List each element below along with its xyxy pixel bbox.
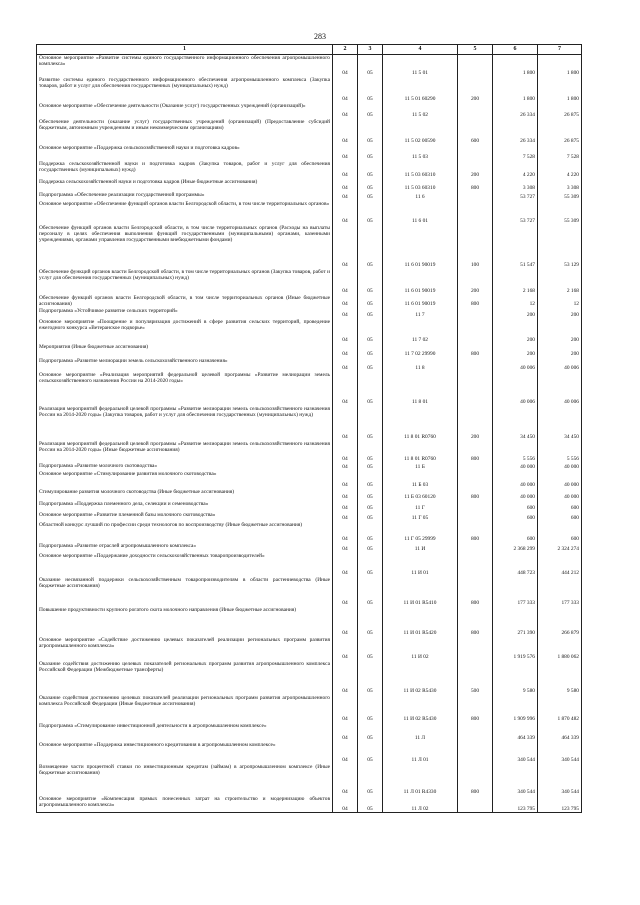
section-code: 04 — [333, 441, 358, 463]
amount-year-2: 2 324 274 — [538, 543, 582, 553]
target-article-code: 11 6 01 90019 — [383, 225, 458, 269]
subsection-code: 05 — [358, 742, 383, 764]
expense-type-code — [458, 308, 493, 319]
expense-type-code — [458, 55, 493, 77]
amount-year-2: 200 — [538, 319, 582, 344]
amount-year-1: 53 727 — [493, 201, 538, 225]
amount-year-1: 9 580 — [493, 661, 538, 695]
subsection-code: 05 — [358, 103, 383, 119]
item-name: Основное мероприятие «Поддержание доходности сельскохозяйственных товаропроизводителей» — [37, 553, 333, 577]
table-row — [37, 577, 582, 607]
item-name: Возмещение части процентной ставки по инвестиционным кредитам (займам) в агропромышленном комплексе (Иные бюджетные ассигнования) — [37, 764, 333, 796]
amount-year-1: 448 723 — [493, 553, 538, 577]
subsection-code: 05 — [358, 308, 383, 319]
subsection-code: 05 — [358, 192, 383, 201]
item-name: Стимулирование развития молочного скотоводства (Иные бюджетные ассигнования) — [37, 489, 333, 501]
target-article-code: 11 И 02 R5430 — [383, 661, 458, 695]
section-code: 04 — [333, 103, 358, 119]
table-row — [37, 441, 582, 463]
amount-year-2: 340 544 — [538, 742, 582, 764]
section-code: 04 — [333, 607, 358, 637]
item-name: Обеспечение функций органов власти Белгородской области, в том числе территориальных органов (Иные бюджетные ассигнования) — [37, 295, 333, 308]
amount-year-2: 40 006 — [538, 372, 582, 406]
amount-year-2: 340 544 — [538, 764, 582, 796]
section-code: 04 — [333, 358, 358, 372]
section-code: 04 — [333, 489, 358, 501]
amount-year-2: 200 — [538, 308, 582, 319]
amount-year-1: 26 334 — [493, 119, 538, 145]
expense-type-code — [458, 501, 493, 512]
section-code: 04 — [333, 637, 358, 661]
table-row — [37, 661, 582, 695]
expense-type-code — [458, 796, 493, 813]
amount-year-1: 2 368 299 — [493, 543, 538, 553]
amount-year-2: 40 000 — [538, 489, 582, 501]
amount-year-2: 200 — [538, 344, 582, 358]
subsection-code: 05 — [358, 358, 383, 372]
target-article-code: 11 Л 02 — [383, 796, 458, 813]
header-cell: 1 — [37, 45, 333, 55]
expense-type-code — [458, 358, 493, 372]
target-article-code: 11 6 01 90019 — [383, 269, 458, 295]
amount-year-1: 1 919 576 — [493, 637, 538, 661]
target-article-code: 11 7 02 29990 — [383, 344, 458, 358]
table-row — [37, 463, 582, 471]
amount-year-2: 1 870 482 — [538, 695, 582, 723]
header-cell: 4 — [383, 45, 458, 55]
target-article-code: 11 Б 03 — [383, 471, 458, 489]
item-name: Подпрограмма «Обеспечение реализации государственной программы» — [37, 192, 333, 201]
amount-year-2: 55 309 — [538, 201, 582, 225]
header-cell: 2 — [333, 45, 358, 55]
amount-year-1: 177 333 — [493, 577, 538, 607]
table-row — [37, 695, 582, 723]
table-header-row — [37, 45, 582, 55]
amount-year-2: 40 000 — [538, 463, 582, 471]
target-article-code: 11 7 02 — [383, 319, 458, 344]
target-article-code: 11 7 — [383, 308, 458, 319]
header-cell: 6 — [493, 45, 538, 55]
table-row — [37, 161, 582, 179]
expense-type-code: 800 — [458, 522, 493, 543]
header-cell: 7 — [538, 45, 582, 55]
amount-year-2: 7 528 — [538, 145, 582, 161]
subsection-code: 05 — [358, 201, 383, 225]
section-code: 04 — [333, 764, 358, 796]
section-code: 04 — [333, 522, 358, 543]
table-row — [37, 269, 582, 295]
table-row — [37, 512, 582, 522]
amount-year-1: 7 528 — [493, 145, 538, 161]
target-article-code: 11 6 01 90019 — [383, 295, 458, 308]
target-article-code: 11 И 01 R5410 — [383, 577, 458, 607]
amount-year-1: 200 — [493, 308, 538, 319]
expense-type-code — [458, 471, 493, 489]
table-row — [37, 319, 582, 344]
table-row — [37, 344, 582, 358]
section-code: 04 — [333, 201, 358, 225]
item-name: Поддержка сельскохозяйственной науки и подготовка кадров (Иные бюджетные ассигнования) — [37, 179, 333, 192]
amount-year-2: 34 450 — [538, 406, 582, 441]
section-code: 04 — [333, 501, 358, 512]
table-row — [37, 55, 582, 77]
table-row — [37, 295, 582, 308]
item-name: Основное мероприятие «Обеспечение деятельности (Оказание услуг) государственных учреждений (организаций)» — [37, 103, 333, 119]
target-article-code: 11 Г 05 29999 — [383, 522, 458, 543]
subsection-code: 05 — [358, 661, 383, 695]
amount-year-1: 271 390 — [493, 607, 538, 637]
section-code: 04 — [333, 119, 358, 145]
subsection-code: 05 — [358, 543, 383, 553]
section-code: 04 — [333, 695, 358, 723]
amount-year-2: 4 220 — [538, 161, 582, 179]
table-row — [37, 406, 582, 441]
subsection-code: 05 — [358, 372, 383, 406]
target-article-code: 11 5 01 — [383, 55, 458, 77]
expense-type-code: 800 — [458, 441, 493, 463]
item-name: Основное мероприятие «Поддержка инвестиционного кредитования в агропромышленном комплексе» — [37, 742, 333, 764]
item-name: Основное мероприятие «Реализация мероприятий федеральной целевой программы «Развитие мелиорации земель сельскохозяйственного назначения России на 2014-2020 годы» — [37, 372, 333, 406]
target-article-code: 11 8 01 R0760 — [383, 441, 458, 463]
table-row — [37, 358, 582, 372]
table-row — [37, 742, 582, 764]
expense-type-code — [458, 637, 493, 661]
section-code: 04 — [333, 661, 358, 695]
amount-year-2: 53 129 — [538, 225, 582, 269]
amount-year-1: 3 308 — [493, 179, 538, 192]
amount-year-2: 26 875 — [538, 103, 582, 119]
subsection-code: 05 — [358, 796, 383, 813]
subsection-code: 05 — [358, 179, 383, 192]
amount-year-1: 600 — [493, 512, 538, 522]
item-name: Обеспечение функций органов власти Белгородской области, в том числе территориальных органов (Расходы на выплаты персоналу в целях обеспечения выполнения функций государственными (муниципальными) органами, казенными учреждениями, органами управления государственными внебюджетными фондами) — [37, 225, 333, 269]
expense-type-code: 800 — [458, 695, 493, 723]
section-code: 04 — [333, 471, 358, 489]
expense-type-code — [458, 319, 493, 344]
target-article-code: 11 8 — [383, 358, 458, 372]
item-name: Основное мероприятие «Поддержка сельскохозяйственной науки и подготовка кадров» — [37, 145, 333, 161]
target-article-code: 11 5 03 — [383, 145, 458, 161]
amount-year-2: 600 — [538, 522, 582, 543]
amount-year-2: 26 875 — [538, 119, 582, 145]
amount-year-1: 51 547 — [493, 225, 538, 269]
subsection-code: 05 — [358, 522, 383, 543]
amount-year-1: 200 — [493, 319, 538, 344]
target-article-code: 11 Л — [383, 723, 458, 742]
amount-year-1: 53 727 — [493, 192, 538, 201]
expense-type-code: 100 — [458, 225, 493, 269]
target-article-code: 11 5 01 60290 — [383, 77, 458, 103]
amount-year-2: 600 — [538, 512, 582, 522]
amount-year-1: 123 795 — [493, 796, 538, 813]
expense-type-code: 800 — [458, 179, 493, 192]
section-code: 04 — [333, 344, 358, 358]
expense-type-code — [458, 553, 493, 577]
expense-type-code: 200 — [458, 269, 493, 295]
section-code: 04 — [333, 55, 358, 77]
amount-year-2: 1 800 — [538, 55, 582, 77]
subsection-code: 05 — [358, 119, 383, 145]
amount-year-2: 123 795 — [538, 796, 582, 813]
item-name: Основное мероприятие «Развитие системы единого государственного информационного обеспечения агропромышленного комплекса» — [37, 55, 333, 77]
subsection-code: 05 — [358, 463, 383, 471]
item-name: Мероприятия (Иные бюджетные ассигнования) — [37, 344, 333, 358]
item-name: Оказание несвязанной поддержки сельскохозяйственным товаропроизводителям в области растениеводства (Иные бюджетные ассигнования) — [37, 577, 333, 607]
table-row — [37, 77, 582, 103]
subsection-code: 05 — [358, 225, 383, 269]
item-name: Поддержка сельскохозяйственной науки и подготовка кадров (Закупка товаров, работ и услуг для обеспечения государственных (муниципальных) нужд) — [37, 161, 333, 179]
expense-type-code — [458, 463, 493, 471]
subsection-code: 05 — [358, 269, 383, 295]
target-article-code: 11 5 03 60310 — [383, 179, 458, 192]
amount-year-2: 600 — [538, 501, 582, 512]
section-code: 04 — [333, 512, 358, 522]
expense-type-code: 800 — [458, 607, 493, 637]
target-article-code: 11 И — [383, 543, 458, 553]
subsection-code: 05 — [358, 764, 383, 796]
amount-year-2: 40 006 — [538, 358, 582, 372]
table-row — [37, 192, 582, 201]
amount-year-1: 40 000 — [493, 463, 538, 471]
table-row — [37, 308, 582, 319]
amount-year-1: 34 450 — [493, 406, 538, 441]
item-name: Основное мероприятие «Стимулирование развития молочного скотоводства» — [37, 471, 333, 489]
amount-year-2: 1 880 062 — [538, 637, 582, 661]
amount-year-1: 5 556 — [493, 441, 538, 463]
amount-year-1: 200 — [493, 344, 538, 358]
expense-type-code: 800 — [458, 344, 493, 358]
subsection-code: 05 — [358, 145, 383, 161]
item-name: Подпрограмма «Стимулирование инвестиционной деятельности в агропромышленном комплексе» — [37, 723, 333, 742]
section-code: 04 — [333, 406, 358, 441]
section-code: 04 — [333, 742, 358, 764]
amount-year-1: 600 — [493, 522, 538, 543]
table-row — [37, 501, 582, 512]
amount-year-2: 2 168 — [538, 269, 582, 295]
section-code: 04 — [333, 77, 358, 103]
expense-type-code: 200 — [458, 406, 493, 441]
table-row — [37, 372, 582, 406]
amount-year-2: 9 580 — [538, 661, 582, 695]
budget-table — [36, 44, 582, 813]
item-name: Основное мероприятие «Содействие достижению целевых показателей реализации региональных программ развития агропромышленного комплекса» — [37, 637, 333, 661]
expense-type-code: 800 — [458, 764, 493, 796]
amount-year-2: 444 212 — [538, 553, 582, 577]
amount-year-1: 340 544 — [493, 742, 538, 764]
section-code: 04 — [333, 543, 358, 553]
section-code: 04 — [333, 577, 358, 607]
item-name: Реализация мероприятий федеральной целевой программы «Развитие мелиорации земель сельскохозяйственного назначения России на 2014-2020 годы» (Закупка товаров, работ и услуг для обеспечения государственных (муниципальных) нужд) — [37, 406, 333, 441]
item-name: Областной конкурс лучший по профессии среди технологов по воспроизводству (Иные бюджетные ассигнования) — [37, 522, 333, 543]
item-name: Развитие системы единого государственного информационного обеспечения агропромышленного комплекса (Закупка товаров, работ и услуг для обеспечения государственных (муниципальных) нужд) — [37, 77, 333, 103]
table-row — [37, 553, 582, 577]
table-row — [37, 522, 582, 543]
expense-type-code: 200 — [458, 161, 493, 179]
expense-type-code: 500 — [458, 661, 493, 695]
page-number: 283 — [314, 32, 326, 41]
table-body — [37, 55, 582, 813]
target-article-code: 11 И 02 — [383, 637, 458, 661]
item-name: Повышение продуктивности крупного рогатого скота молочного направления (Иные бюджетные ассигнования) — [37, 607, 333, 637]
expense-type-code — [458, 742, 493, 764]
amount-year-1: 12 — [493, 295, 538, 308]
subsection-code: 05 — [358, 319, 383, 344]
section-code: 04 — [333, 372, 358, 406]
table-row — [37, 723, 582, 742]
amount-year-2: 177 333 — [538, 577, 582, 607]
table-row — [37, 119, 582, 145]
amount-year-1: 1 800 — [493, 77, 538, 103]
subsection-code: 05 — [358, 161, 383, 179]
amount-year-2: 3 308 — [538, 179, 582, 192]
target-article-code: 11 5 02 00590 — [383, 119, 458, 145]
table-row — [37, 637, 582, 661]
target-article-code: 11 8 01 — [383, 372, 458, 406]
subsection-code: 05 — [358, 441, 383, 463]
amount-year-2: 464 339 — [538, 723, 582, 742]
subsection-code: 05 — [358, 695, 383, 723]
target-article-code: 11 И 01 — [383, 553, 458, 577]
subsection-code: 05 — [358, 501, 383, 512]
subsection-code: 05 — [358, 55, 383, 77]
amount-year-1: 40 006 — [493, 372, 538, 406]
section-code: 04 — [333, 796, 358, 813]
amount-year-2: 55 309 — [538, 192, 582, 201]
subsection-code: 05 — [358, 77, 383, 103]
table-row — [37, 543, 582, 553]
target-article-code: 11 5 03 60310 — [383, 161, 458, 179]
item-name: Основное мероприятие «Развитие племенной базы молочного скотоводства» — [37, 512, 333, 522]
amount-year-2: 12 — [538, 295, 582, 308]
expense-type-code — [458, 192, 493, 201]
item-name: Подпрограмма «Поддержка племенного дела, селекции и семеноводства» — [37, 501, 333, 512]
subsection-code: 05 — [358, 637, 383, 661]
amount-year-2: 1 800 — [538, 77, 582, 103]
item-name: Основное мероприятие «Поощрение и популяризация достижений в сфере развития сельских территорий, проведение ежегодного конкурса «Ветеранское подворье» — [37, 319, 333, 344]
section-code: 04 — [333, 179, 358, 192]
subsection-code: 05 — [358, 295, 383, 308]
target-article-code: 11 Л 01 — [383, 742, 458, 764]
section-code: 04 — [333, 225, 358, 269]
expense-type-code — [458, 103, 493, 119]
section-code: 04 — [333, 269, 358, 295]
expense-type-code — [458, 512, 493, 522]
expense-type-code: 600 — [458, 119, 493, 145]
table-row — [37, 201, 582, 225]
target-article-code: 11 5 02 — [383, 103, 458, 119]
section-code: 04 — [333, 161, 358, 179]
table-row — [37, 796, 582, 813]
expense-type-code — [458, 201, 493, 225]
item-name: Подпрограмма «Развитие молочного скотоводства» — [37, 463, 333, 471]
table-row — [37, 103, 582, 119]
expense-type-code — [458, 723, 493, 742]
section-code: 04 — [333, 463, 358, 471]
section-code: 04 — [333, 723, 358, 742]
table-row — [37, 179, 582, 192]
target-article-code: 11 6 01 — [383, 201, 458, 225]
amount-year-1: 40 006 — [493, 358, 538, 372]
section-code: 04 — [333, 145, 358, 161]
header-cell: 3 — [358, 45, 383, 55]
table-row — [37, 764, 582, 796]
subsection-code: 05 — [358, 577, 383, 607]
target-article-code: 11 Г 05 — [383, 512, 458, 522]
target-article-code: 11 Г — [383, 501, 458, 512]
table-row — [37, 607, 582, 637]
subsection-code: 05 — [358, 607, 383, 637]
amount-year-1: 40 000 — [493, 471, 538, 489]
item-name: Обеспечение деятельности (оказание услуг) государственных учреждений (организаций) (Предоставление субсидий бюджетным, автономным учреждениям и иным некоммерческим организациям) — [37, 119, 333, 145]
subsection-code: 05 — [358, 406, 383, 441]
item-name: Обеспечение функций органов власти Белгородской области, в том числе территориальных органов (Закупка товаров, работ и услуг для обеспечения государственных (муниципальных) нужд) — [37, 269, 333, 295]
target-article-code: 11 Б 03 60120 — [383, 489, 458, 501]
subsection-code: 05 — [358, 344, 383, 358]
subsection-code: 05 — [358, 512, 383, 522]
expense-type-code — [458, 372, 493, 406]
item-name: Подпрограмма «Устойчивое развитие сельских территорий» — [37, 308, 333, 319]
amount-year-1: 600 — [493, 501, 538, 512]
target-article-code: 11 И 02 R5430 — [383, 695, 458, 723]
amount-year-1: 2 168 — [493, 269, 538, 295]
subsection-code: 05 — [358, 723, 383, 742]
section-code: 04 — [333, 553, 358, 577]
subsection-code: 05 — [358, 471, 383, 489]
amount-year-1: 1 800 — [493, 55, 538, 77]
amount-year-1: 40 000 — [493, 489, 538, 501]
expense-type-code — [458, 145, 493, 161]
table-row — [37, 489, 582, 501]
amount-year-2: 40 000 — [538, 471, 582, 489]
item-name: Основное мероприятие «Обеспечение функций органов власти Белгородской области, в том числе территориальных органов» — [37, 201, 333, 225]
amount-year-1: 4 220 — [493, 161, 538, 179]
section-code: 04 — [333, 295, 358, 308]
item-name: Основное мероприятие «Компенсация прямых понесенных затрат на строительство и модернизацию объектов агропромышленного комплекса» — [37, 796, 333, 813]
amount-year-1: 340 544 — [493, 764, 538, 796]
table-row — [37, 145, 582, 161]
target-article-code: 11 Б — [383, 463, 458, 471]
item-name: Оказание содействия достижению целевых показателей реализации региональных программ развития агропромышленного комплекса Российской Федерации (Иные бюджетные ассигнования) — [37, 695, 333, 723]
table-row — [37, 471, 582, 489]
table-row — [37, 225, 582, 269]
amount-year-1: 26 334 — [493, 103, 538, 119]
expense-type-code — [458, 543, 493, 553]
item-name: Оказание содействия достижению целевых показателей региональных программ развития агропромышленного комплекса Российской Федерации (Межбюджетные трансферты) — [37, 661, 333, 695]
target-article-code: 11 Л 01 R4330 — [383, 764, 458, 796]
amount-year-1: 464 339 — [493, 723, 538, 742]
expense-type-code: 800 — [458, 295, 493, 308]
section-code: 04 — [333, 308, 358, 319]
expense-type-code: 200 — [458, 77, 493, 103]
section-code: 04 — [333, 192, 358, 201]
header-cell: 5 — [458, 45, 493, 55]
amount-year-1: 1 909 996 — [493, 695, 538, 723]
subsection-code: 05 — [358, 553, 383, 577]
amount-year-2: 266 879 — [538, 607, 582, 637]
expense-type-code: 800 — [458, 489, 493, 501]
expense-type-code: 800 — [458, 577, 493, 607]
target-article-code: 11 6 — [383, 192, 458, 201]
item-name: Подпрограмма «Развитие мелиорации земель сельскохозяйственного назначения» — [37, 358, 333, 372]
target-article-code: 11 8 01 R0760 — [383, 406, 458, 441]
item-name: Реализация мероприятий федеральной целевой программы «Развитие мелиорации земель сельскохозяйственного назначения России на 2014-2020 годы» (Иные бюджетные ассигнования) — [37, 441, 333, 463]
section-code: 04 — [333, 319, 358, 344]
item-name: Подпрограмма «Развитие отраслей агропромышленного комплекса» — [37, 543, 333, 553]
amount-year-2: 5 556 — [538, 441, 582, 463]
target-article-code: 11 И 01 R5420 — [383, 607, 458, 637]
subsection-code: 05 — [358, 489, 383, 501]
